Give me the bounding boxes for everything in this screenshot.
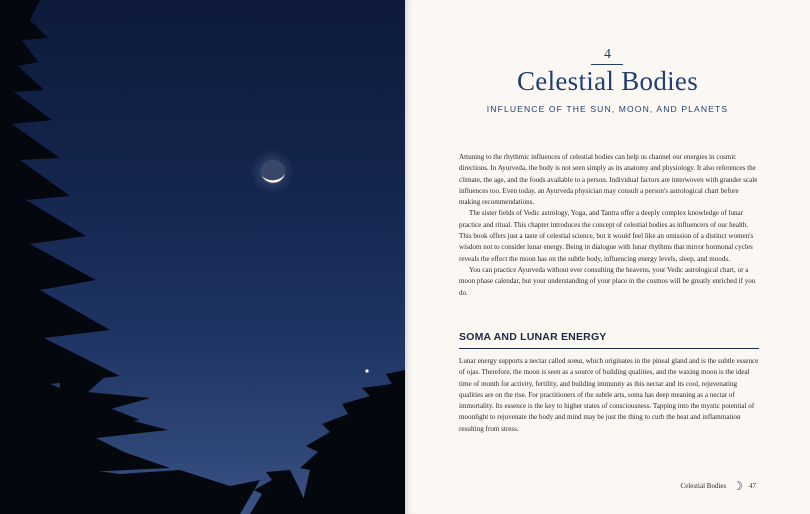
section-heading: SOMA AND LUNAR ENERGY xyxy=(459,331,607,343)
chapter-number: 4 xyxy=(604,47,611,62)
intro-paragraph: Attuning to the rhythmic influences of celestial bodies can help us channel our energies in cosmic directions. In Ayurveda, the body is not seen simply as its anatomy and physiology. It also references the climate, the age, and the foods available to a person. Individual factors are interwoven with grander scale influences too. Even today, an Ayurveda physician may consult a person's astrological chart before making recommendations. xyxy=(459,153,758,207)
chapter-title: Celestial Bodies xyxy=(516,66,699,96)
intro-text xyxy=(459,152,759,299)
right-trees xyxy=(250,370,405,514)
soma-text xyxy=(459,356,759,435)
page-number: 47 xyxy=(749,482,756,490)
soma-text-before: Lunar energy supports a nectar called xyxy=(459,357,568,365)
soma-text-after: , which originates in the pineal gland and is the subtle essence of ojas. Therefore, the moon is seen as a source of building qualities, and the waxing moon is the ideal time of month for activity, fertility, and building immunity as this nectar and its cool, rejuvenating qualities are on the rise. For practitioners of the subtle arts, soma has deep meaning as a nectar of immortality. Its essence is the key to higher states of consciousness. Tapping into the mystic potential of moonlight to rejuvenate the body and mind may be just the thing to curb the heat and inflammation resulting from stress. xyxy=(459,357,759,433)
chapter-subtitle: INFLUENCE OF THE SUN, MOON, AND PLANETS xyxy=(486,104,729,114)
left-trees xyxy=(0,0,260,514)
chapter-number-rule xyxy=(591,64,623,65)
text-page xyxy=(405,0,810,514)
soma-paragraph xyxy=(459,356,759,435)
running-head: Celestial Bodies xyxy=(680,482,727,490)
planet-dot xyxy=(365,369,368,372)
section-heading-rule xyxy=(459,348,759,349)
crescent-moon-icon: ☽ xyxy=(732,479,743,493)
intro-paragraph: You can practice Ayurveda without ever consulting the heavens, your Vedic astrological chart, or a moon phase calendar, but your understanding of your place in the cosmos will be greatly enriched if you do. xyxy=(459,265,756,297)
page-footer xyxy=(681,480,756,492)
intro-paragraph: The sister fields of Vedic astrology, Yoga, and Tantra offer a deeply complex knowledge of lunar practice and ritual. This chapter introduces the concept of celestial bodies as influencers of our health. This book offers just a taste of celestial science, but it would feel like an omission of a distinct women's wisdom not to consider lunar energy. Being in dialogue with lunar rhythms that mirror hormonal cycles reveals the effect the moon has on the subtle body, influencing energy levels, sleep, and moods. xyxy=(459,209,754,263)
soma-term: soma xyxy=(567,357,583,365)
